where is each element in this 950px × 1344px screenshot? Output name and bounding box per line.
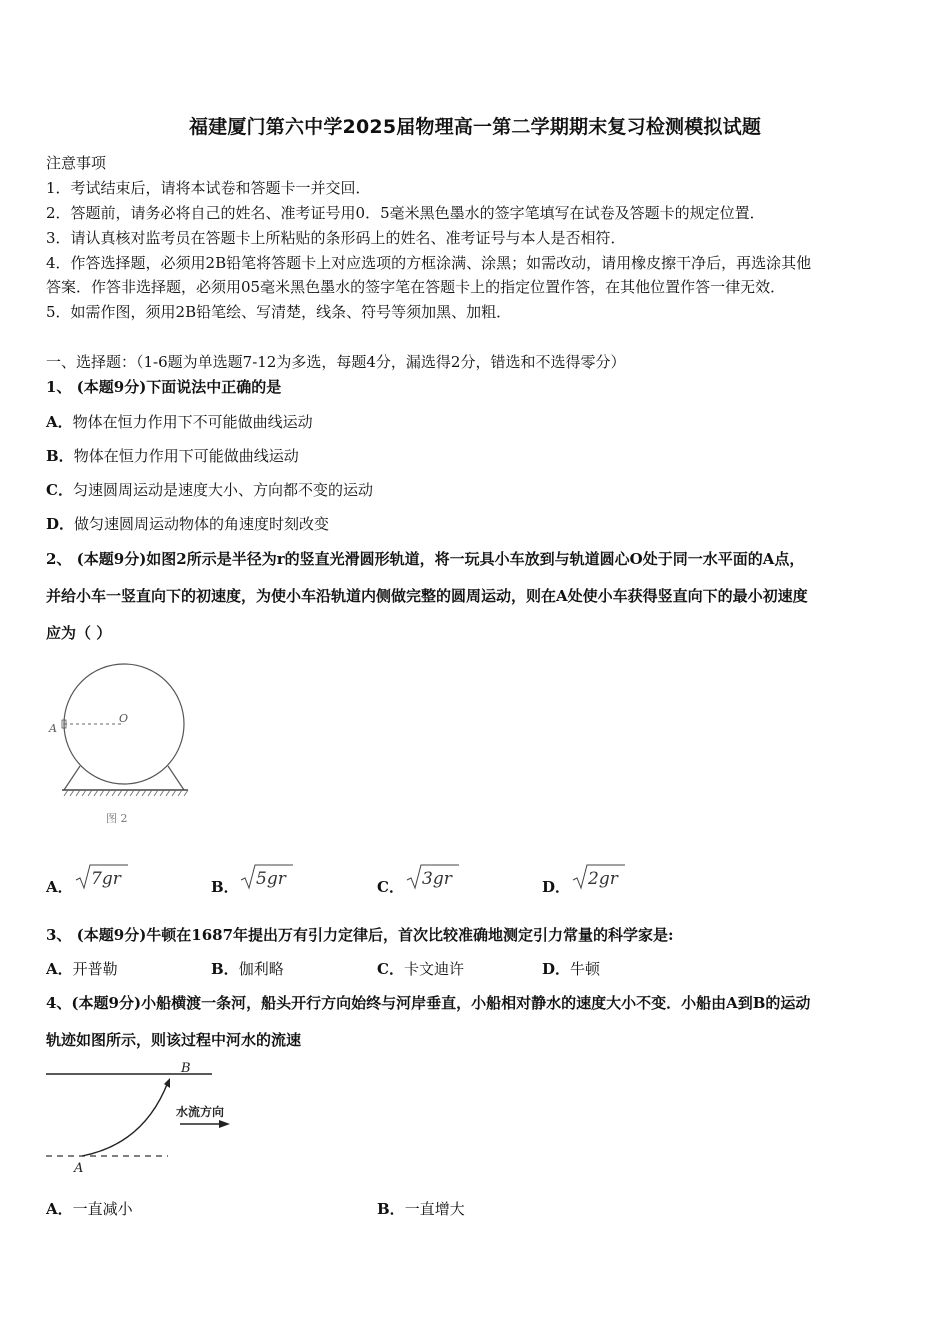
q3-option-b: B．伽利略 (211, 960, 284, 978)
svg-text:7gr: 7gr (91, 869, 121, 889)
point-o-label: O (119, 712, 129, 725)
q3-option-d: D．牛顿 (542, 960, 601, 978)
river-crossing-figure (44, 1058, 244, 1178)
q4-option-a: A．一直减小 (46, 1200, 133, 1218)
point-b-label: B (181, 1061, 191, 1076)
section-heading: 一、选择题：（1-6题为单选题7-12为多选，每题4分，漏选得2分，错选和不选得零分） (46, 353, 626, 371)
water-flow-label: 水流方向 (176, 1105, 225, 1119)
q1-option-b: B．物体在恒力作用下可能做曲线运动 (46, 447, 299, 465)
svg-text:5gr: 5gr (256, 869, 286, 889)
q2-option-c: C． (377, 878, 404, 896)
question-2-line: 2、 (本题9分)如图2所示是半径为r的竖直光滑圆形轨道，将一玩具小车放到与轨道圆心O处于同一水平面的A点， (46, 550, 805, 568)
note-line: 4．作答选择题，必须用2B铅笔将答题卡上对应选项的方框涂满、涂黑；如需改动，请用橡皮擦干净后，再选涂其他 (46, 254, 812, 272)
question-3-stem: 3、 (本题9分)牛顿在1687年提出万有引力定律后，首次比较准确地测定引力常量的科学家是: (46, 926, 674, 944)
sqrt-5gr (239, 862, 295, 892)
page-title: 福建厦门第六中学2025届物理高一第二学期期末复习检测模拟试题 (188, 116, 762, 138)
q4-option-b: B．一直增大 (377, 1200, 465, 1218)
q2-option-b: B． (211, 878, 239, 896)
question-4-line: 4、(本题9分)小船横渡一条河，船头开行方向始终与河岸垂直，小船相对静水的速度大小不变．小船由A到B的运动 (46, 994, 811, 1012)
q1-option-c: C．匀速圆周运动是速度大小、方向都不变的运动 (46, 481, 373, 499)
note-line: 2．答题前，请务必将自己的姓名、准考证号用0．5毫米黑色墨水的签字笔填写在试卷及答题卡的规定位置． (46, 204, 765, 222)
note-line: 3．请认真核对监考员在答题卡上所粘贴的条形码上的姓名、准考证号与本人是否相符． (46, 229, 626, 247)
q1-option-a: A．物体在恒力作用下不可能做曲线运动 (46, 413, 313, 431)
point-a-label: A (49, 722, 57, 735)
q2-option-d: D． (542, 878, 571, 896)
point-a-label: A (74, 1161, 84, 1176)
figure-caption: 图 2 (106, 812, 128, 825)
question-1-stem: 1、 (本题9分)下面说法中正确的是 (46, 378, 282, 396)
q3-option-a: A．开普勒 (46, 960, 118, 978)
q1-option-d: D．做匀速圆周运动物体的角速度时刻改变 (46, 515, 330, 533)
svg-text:3gr: 3gr (422, 869, 452, 889)
sqrt-7gr (74, 862, 130, 892)
question-2-line: 应为（ ） (46, 624, 112, 642)
note-line: 5．如需作图，须用2B铅笔绘、写清楚，线条、符号等须加黑、加粗． (46, 303, 512, 321)
sqrt-2gr (571, 862, 627, 892)
notes-heading: 注意事项 (46, 154, 107, 172)
note-line: 1．考试结束后，请将本试卷和答题卡一并交回． (46, 179, 371, 197)
svg-text:2gr: 2gr (588, 869, 618, 889)
note-line: 答案．作答非选择题，必须用05毫米黑色墨水的签字笔在答题卡上的指定位置作答，在其他位置作答一律无效． (46, 278, 786, 296)
question-4-line: 轨迹如图所示，则该过程中河水的流速 (46, 1031, 302, 1049)
q3-option-c: C．卡文迪许 (377, 960, 464, 978)
q2-option-a: A． (46, 878, 73, 896)
circular-track-figure (40, 660, 200, 835)
sqrt-3gr (405, 862, 461, 892)
question-2-line: 并给小车一竖直向下的初速度，为使小车沿轨道内侧做完整的圆周运动，则在A处使小车获得竖直向下的最小初速度 (46, 587, 808, 605)
